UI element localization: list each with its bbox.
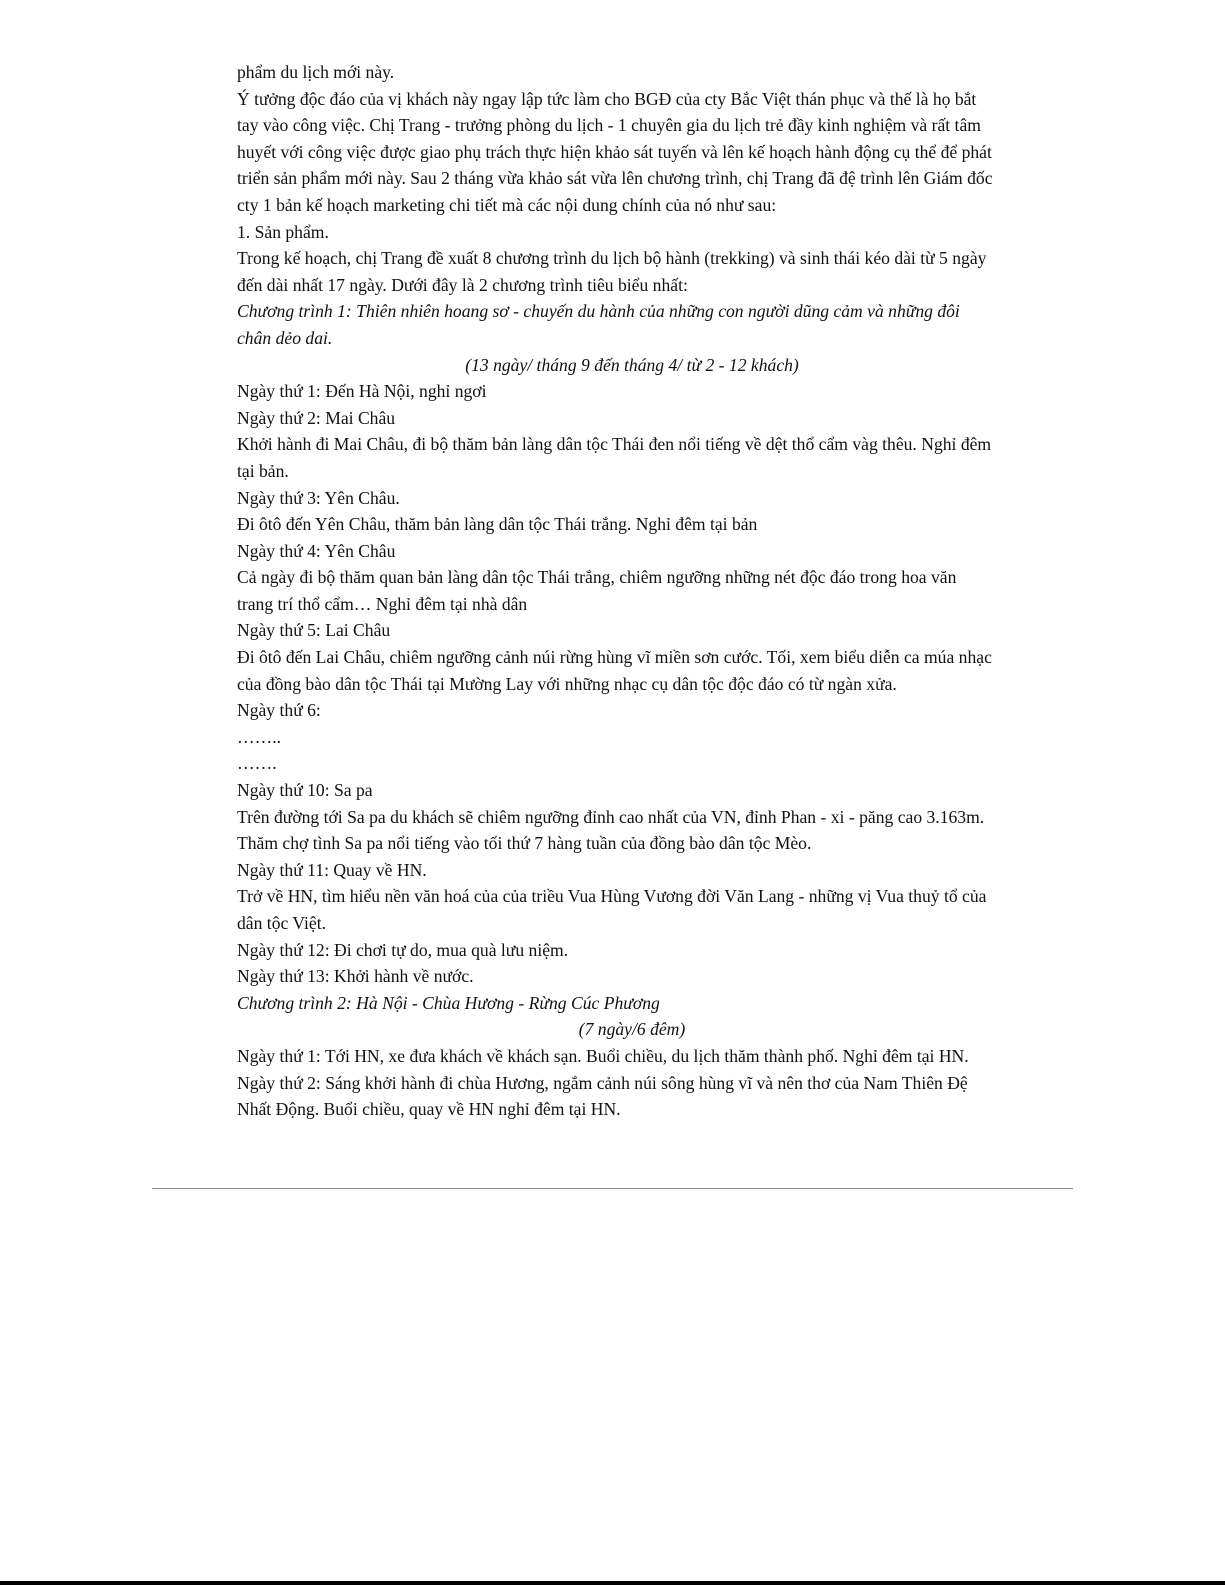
text-line: dân tộc Việt. [237, 913, 327, 933]
itinerary-day: Ngày thứ 1: Tới HN, xe đưa khách về khách sạn. Buổi chiều, du lịch thăm thành phố. Nghỉ đêm tại HN. [237, 1045, 969, 1066]
program-title: Chương trình 1: Thiên nhiên hoang sơ - chuyến du hành của những con người dũng cảm và những đôi [237, 301, 960, 322]
program-title-cont: chân dẻo dai. [237, 327, 333, 348]
text-line: Trong kế hoạch, chị Trang đề xuất 8 chương trình du lịch bộ hành (trekking) và sinh thái kéo dài từ 5 ngày [237, 248, 987, 269]
program-subtitle: (7 ngày/6 đêm) [578, 1019, 686, 1040]
itinerary-day: Ngày thứ 10: Sa pa [237, 780, 373, 801]
text-line: phẩm du lịch mới này. [237, 62, 395, 82]
itinerary-day: Ngày thứ 11: Quay về HN. [237, 859, 427, 880]
bottom-edge-bar [0, 1581, 1225, 1585]
itinerary-day: Ngày thứ 13: Khởi hành về nước. [237, 966, 474, 987]
text-line: Nhất Động. Buổi chiều, quay về HN nghỉ đêm tại HN. [237, 1099, 621, 1120]
text-line: Đi ôtô đến Yên Châu, thăm bản làng dân tộc Thái trắng. Nghỉ đêm tại bản [237, 514, 758, 535]
text-line: Cả ngày đi bộ thăm quan bản làng dân tộc Thái trắng, chiêm ngưỡng những nét độc đáo trong hoa văn [237, 567, 957, 588]
ellipsis-line: ……. [237, 753, 277, 774]
itinerary-day: Ngày thứ 4: Yên Châu [237, 540, 396, 561]
itinerary-day: Ngày thứ 2: Mai Châu [237, 407, 396, 428]
text-line: tay vào công việc. Chị Trang - trưởng phòng du lịch - 1 chuyên gia du lịch trẻ đầy kinh nghiệm và rất tâm [237, 115, 981, 136]
itinerary-day: Ngày thứ 6: [237, 700, 321, 721]
program-title: Chương trình 2: Hà Nội - Chùa Hương - Rừng Cúc Phương [237, 992, 660, 1013]
text-line: của đồng bào dân tộc Thái tại Mường Lay với những nhạc cụ dân tộc độc đáo có từ ngàn xửa. [237, 673, 897, 694]
section-heading: 1. Sản phẩm. [237, 221, 329, 242]
ellipsis-line: …….. [237, 726, 281, 747]
text-line: cty 1 bản kế hoạch marketing chi tiết mà các nội dung chính của nó như sau: [237, 194, 777, 215]
text-line: Trở về HN, tìm hiểu nền văn hoá của của triều Vua Hùng Vương đời Văn Lang - những vị Vua thuỷ tổ của [237, 886, 987, 907]
text-line: huyết với công việc được giao phụ trách thực hiện khảo sát tuyến và lên kế hoạch hành động cụ thể để phát [237, 141, 992, 162]
program-subtitle: (13 ngày/ tháng 9 đến tháng 4/ từ 2 - 12 khách) [465, 354, 799, 375]
text-line: Ý tưởng độc đáo của vị khách này ngay lập tức làm cho BGĐ của cty Bắc Việt thán phục và thế là họ bắt [237, 88, 977, 109]
text-line: Trên đường tới Sa pa du khách sẽ chiêm ngưỡng đỉnh cao nhất của VN, đỉnh Phan - xi - păng cao 3.163m. [237, 806, 985, 827]
itinerary-day: Ngày thứ 12: Đi chơi tự do, mua quà lưu niệm. [237, 939, 569, 960]
text-line: Thăm chợ tình Sa pa nổi tiếng vào tối thứ 7 hàng tuần của đồng bào dân tộc Mèo. [237, 833, 812, 854]
itinerary-day: Ngày thứ 2: Sáng khởi hành đi chùa Hương, ngắm cảnh núi sông hùng vĩ và nên thơ của Nam Thiên Đệ [237, 1072, 968, 1093]
page-divider [152, 1188, 1073, 1189]
document-body [237, 59, 1027, 1123]
text-line: trang trí thổ cẩm… Nghỉ đêm tại nhà dân [237, 593, 528, 614]
itinerary-day: Ngày thứ 3: Yên Châu. [237, 487, 400, 508]
text-line: triển sản phẩm mới này. Sau 2 tháng vừa khảo sát vừa lên chương trình, chị Trang đã đệ trình lên Giám đốc [237, 168, 993, 189]
text-line: Khởi hành đi Mai Châu, đi bộ thăm bản làng dân tộc Thái đen nổi tiếng về dệt thổ cẩm vàg thêu. Nghỉ đêm [237, 434, 992, 455]
text-line: đến dài nhất 17 ngày. Dưới đây là 2 chương trình tiêu biểu nhất: [237, 274, 688, 295]
itinerary-day: Ngày thứ 5: Lai Châu [237, 620, 391, 641]
text-line: tại bản. [237, 460, 289, 481]
text-line: Đi ôtô đến Lai Châu, chiêm ngưỡng cảnh núi rừng hùng vĩ miền sơn cước. Tối, xem biểu diễn ca múa nhạc [237, 647, 992, 668]
itinerary-day: Ngày thứ 1: Đến Hà Nội, nghỉ ngơi [237, 381, 487, 402]
